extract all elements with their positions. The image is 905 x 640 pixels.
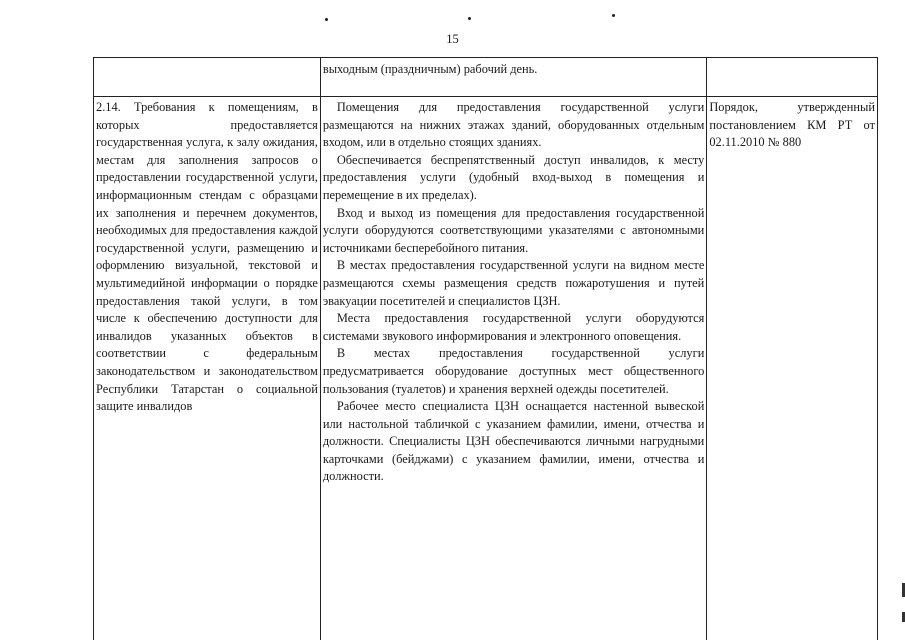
table-row-2-14 bbox=[94, 97, 878, 640]
cell-content bbox=[320, 97, 706, 640]
content-paragraph: В местах предоставления государственной услуги предусматривается оборудование доступных мест общественного пользования (туалетов) и хранения верхней одежды посетителей. bbox=[322, 346, 705, 396]
content-paragraph: Места предоставления государственной услуги оборудуются системами звукового информирования и электронного оповещения. bbox=[322, 311, 705, 343]
content-paragraph: Рабочее место специалиста ЦЗН оснащается настенной вывеской или настольной табличкой с указанием фамилии, имени, отчества и должности. Специалисты ЦЗН обеспечиваются личными нагрудными карточками (бейджами) с указанием фамилии, имени, отчества и должности. bbox=[322, 399, 705, 484]
requirement-text: 2.14. Требования к помещениям, в которых предоставляется государственная услуга, к залу ожидания, местам для заполнения запросов о предоставлении государственной услуги, информационным стендам с образцами их заполнения и перечнем документов, необходимых для предоставления каждой государственной услуги, размещению и оформлению визуальной, текстовой и мультимедийной информации о порядке предоставления такой услуги, в том числе к обеспечению доступности для инвалидов указанных объектов в соответствии с федеральным законодательством и законодательством Республики Татарстан о социальной защите инвалидов bbox=[96, 100, 318, 414]
content-paragraph: Обеспечивается беспрепятственный доступ инвалидов, к месту предоставления услуги (удобный вход-выход в помещения и перемещение в их пределах). bbox=[322, 152, 705, 202]
scan-speck bbox=[468, 17, 471, 20]
legal-basis-text: Порядок, утвержденный постановлением КМ РТ от 02.11.2010 № 880 bbox=[709, 100, 875, 150]
content-paragraph: В местах предоставления государственной услуги на видном месте размещаются схемы размещения средств пожаротушения и путей эвакуации посетителей и специалистов ЦЗН. bbox=[322, 258, 705, 308]
content-paragraph: Вход и выход из помещения для предоставления государственной услуги оборудуются соответствующими указателями с автономными источниками бесперебойного питания. bbox=[322, 205, 705, 255]
content-paragraph: Помещения для предоставления государственной услуги размещаются на нижних этажах зданий, оборудованных отдельным входом, или в отдельно стоящих зданиях. bbox=[322, 100, 705, 150]
table-row-continuation bbox=[94, 58, 878, 97]
cell-requirement bbox=[94, 97, 321, 640]
cell-legal-basis bbox=[707, 97, 878, 640]
page-number: 15 bbox=[446, 32, 459, 46]
scan-speck bbox=[325, 18, 328, 21]
cell-content: выходным (праздничным) рабочий день. bbox=[320, 58, 706, 97]
regulation-table bbox=[93, 57, 878, 640]
scan-speck bbox=[612, 14, 615, 17]
cell-requirement bbox=[94, 58, 321, 97]
cell-legal-basis bbox=[707, 58, 878, 97]
